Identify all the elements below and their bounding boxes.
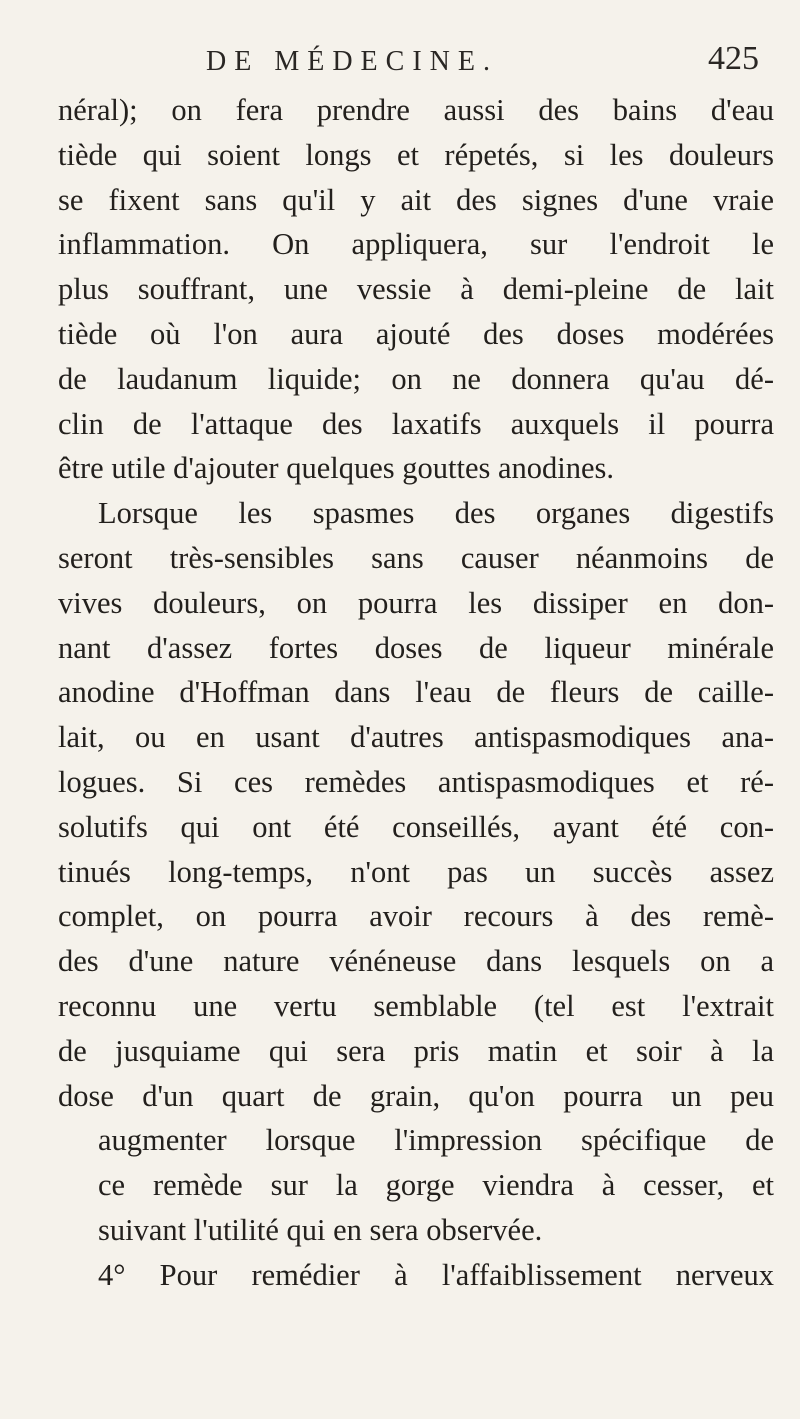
text-line: des d'une nature vénéneuse dans lesquels on a <box>58 944 774 979</box>
text-line: plus souffrant, une vessie à demi-pleine de lait <box>58 272 774 307</box>
text-line: seront très-sensibles sans causer néanmoins de <box>58 540 774 575</box>
text-line: 4° Pour remédier à l'affaiblissement nerveux <box>98 1257 774 1292</box>
text-line: ce remède sur la gorge viendra à cesser, et <box>98 1168 774 1203</box>
text-line: tinués long-temps, n'ont pas un succès assez <box>58 854 774 889</box>
text-line: se fixent sans qu'il y ait des signes d'une vraie <box>58 182 774 217</box>
text-line: dose d'un quart de grain, qu'on pourra un peu <box>58 1078 774 1113</box>
body-text <box>58 88 774 1298</box>
text-line: de laudanum liquide; on ne donnera qu'au dé- <box>58 361 774 396</box>
text-line: de jusquiame qui sera pris matin et soir à la <box>58 1033 774 1068</box>
text-line: tiède où l'on aura ajouté des doses modérées <box>58 316 774 351</box>
text-line: néral); on fera prendre aussi des bains d'eau <box>58 93 774 127</box>
text-line: être utile d'ajouter quelques gouttes anodines. <box>58 451 615 486</box>
text-line: Lorsque les spasmes des organes digestifs <box>98 496 774 531</box>
text-line: suivant l'utilité qui en sera observée. <box>98 1212 543 1247</box>
text-line: lait, ou en usant d'autres antispasmodiques ana- <box>58 720 774 755</box>
text-line: logues. Si ces remèdes antispasmodiques et ré- <box>58 764 774 799</box>
page-number: 425 <box>708 40 759 77</box>
text-line: tiède qui soient longs et répetés, si les douleurs <box>58 137 774 172</box>
text-line: anodine d'Hoffman dans l'eau de fleurs de caille- <box>58 675 774 710</box>
text-line: vives douleurs, on pourra les dissiper en don- <box>58 585 774 620</box>
text-line: reconnu une vertu semblable (tel est l'extrait <box>58 988 774 1023</box>
text-line: augmenter lorsque l'impression spécifique de <box>98 1123 774 1158</box>
text-line: clin de l'attaque des laxatifs auxquels il pourra <box>58 406 774 441</box>
running-head: DE MÉDECINE. <box>206 46 498 77</box>
text-line: complet, on pourra avoir recours à des remè- <box>58 899 774 934</box>
page-header <box>0 40 800 90</box>
text-line: nant d'assez fortes doses de liqueur minérale <box>58 630 774 665</box>
text-line: inflammation. On appliquera, sur l'endroit le <box>58 227 774 262</box>
text-line: solutifs qui ont été conseillés, ayant été con- <box>58 809 774 844</box>
